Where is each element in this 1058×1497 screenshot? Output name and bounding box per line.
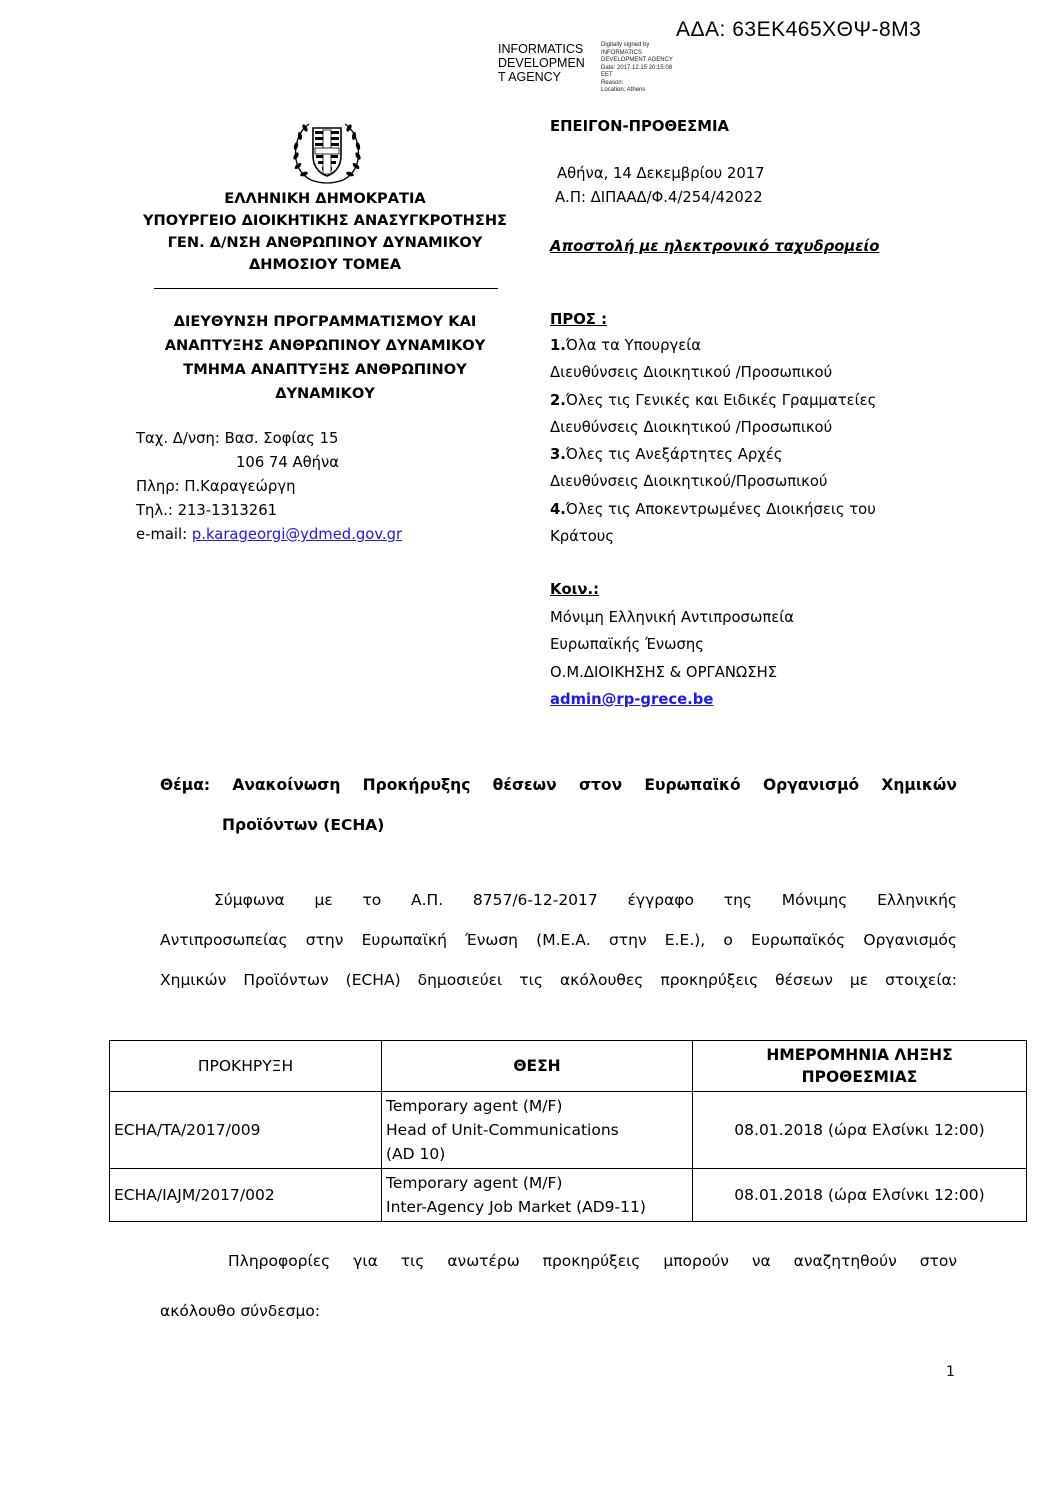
header-divider	[154, 288, 498, 289]
direction-header	[150, 310, 500, 406]
info-line: ακόλουθο σύνδεσμο:	[160, 1302, 321, 1320]
document-date: Αθήνα, 14 Δεκεμβρίου 2017	[557, 165, 765, 182]
direction-line: ΑΝΑΠΤΥΞΗΣ ΑΝΘΡΩΠΙΝΟΥ ΔΥΝΑΜΙΚΟΥ	[164, 337, 486, 354]
contact-address: Ταχ. Δ/νση: Βασ. Σοφίας 15	[136, 430, 339, 447]
ministry-line: ΥΠΟΥΡΓΕΙΟ ΔΙΟΙΚΗΤΙΚΗΣ ΑΝΑΣΥΓΚΡΟΤΗΣΗΣ	[142, 212, 508, 229]
recipient-item: 1.Όλα τα Υπουργεία	[550, 337, 701, 354]
cc-line: Μόνιμη Ελληνική Αντιπροσωπεία	[550, 609, 794, 626]
body-line: Αντιπροσωπείας στην Ευρωπαϊκή Ένωση (Μ.Ε.Α. στην Ε.Ε.), ο Ευρωπαϊκός Οργανισμός	[160, 931, 957, 949]
contact-block	[136, 427, 402, 547]
contact-person: Πληρ: Π.Καραγεώργη	[136, 478, 296, 495]
subject-word: Θέμα:	[160, 776, 211, 794]
direction-line: ΔΥΝΑΜΙΚΟΥ	[275, 385, 375, 402]
table-cell-position: Temporary agent (M/F) Head of Unit-Communications (AD 10)	[382, 1092, 693, 1169]
info-paragraph	[160, 1236, 957, 1336]
recipients-label: ΠΡΟΣ :	[550, 311, 607, 328]
delivery-method: Αποστολή με ηλεκτρονικό ταχυδρομείο	[550, 238, 880, 255]
body-paragraph	[160, 880, 957, 1000]
recipient-item: 4.Όλες τις Αποκεντρωμένες Διοικήσεις του	[550, 500, 876, 518]
contact-email-link[interactable]: p.karageorgi@ydmed.gov.gr	[191, 526, 403, 543]
greek-emblem-icon	[287, 118, 367, 186]
signature-details	[601, 42, 711, 95]
subject-word: Ανακοίνωση	[232, 776, 341, 794]
recipient-item: 2.Όλες τις Γενικές και Ειδικές Γραμματείες	[550, 391, 877, 409]
urgent-label: ΕΠΕΙΓΟΝ-ΠΡΟΘΕΣΜΙΑ	[550, 118, 729, 135]
direction-line: ΤΜΗΜΑ ΑΝΑΠΤΥΞΗΣ ΑΝΘΡΩΠΙΝΟΥ	[183, 361, 467, 378]
contact-postcode: 106 74 Αθήνα	[236, 454, 340, 471]
signature-detail-line: Reason:	[601, 79, 624, 86]
signature-detail-line: INFORMATICS	[601, 49, 642, 56]
subject	[160, 765, 957, 845]
table-header: ΠΡΟΚΗΡΥΞΗ	[110, 1041, 382, 1092]
table-cell-code: ECHA/IAJM/2017/002	[110, 1169, 382, 1222]
signature-signer-line: T AGENCY	[498, 70, 561, 84]
cc-email-row	[550, 686, 794, 713]
cc-line: Ευρωπαϊκής Ένωσης	[550, 636, 704, 654]
subject-word: θέσεων	[492, 776, 557, 794]
cc-email-link[interactable]: admin@rp-grece.be	[550, 690, 714, 708]
ministry-line: ΓΕΝ. Δ/ΝΣΗ ΑΝΘΡΩΠΙΝΟΥ ΔΥΝΑΜΙΚΟΥ	[167, 234, 483, 251]
subject-word: στον	[578, 776, 623, 794]
ministry-header	[130, 188, 520, 276]
table-cell-code: ECHA/TA/2017/009	[110, 1092, 382, 1169]
body-line: Σύμφωνα με το Α.Π. 8757/6-12-2017 έγγραφο της Μόνιμης Ελληνικής	[214, 891, 957, 909]
body-line: Χημικών Προϊόντων (ECHA) δημοσιεύει τις ακόλουθες προκηρύξεις θέσεων με στοιχεία:	[160, 971, 957, 989]
subject-word: Ευρωπαϊκό	[644, 776, 741, 794]
direction-line: ΔΙΕΥΘΥΝΣΗ ΠΡΟΓΡΑΜΜΑΤΙΣΜΟΥ ΚΑΙ	[173, 313, 477, 330]
table-row	[110, 1092, 1027, 1169]
info-line: Πληροφορίες για τις ανωτέρω προκηρύξεις μπορούν να αναζητηθούν στον	[228, 1252, 957, 1270]
signature-detail-line: DEVELOPMENT AGENCY	[601, 57, 673, 63]
ministry-line: ΕΛΛΗΝΙΚΗ ΔΗΜΟΚΡΑΤΙΑ	[224, 190, 426, 207]
subject-word: Προκήρυξης	[362, 776, 471, 794]
contact-email-row	[136, 523, 402, 547]
table-row	[110, 1169, 1027, 1222]
recipient-item-detail: Διευθύνσεις Διοικητικού /Προσωπικού	[550, 418, 833, 436]
cc-list	[550, 604, 794, 713]
table-header: ΘΕΣΗ	[382, 1041, 693, 1092]
table-cell-deadline: 08.01.2018 (ώρα Ελσίνκι 12:00)	[693, 1092, 1027, 1169]
signature-signer-line: DEVELOPMEN	[498, 56, 585, 70]
positions-table	[109, 1040, 1027, 1222]
subject-word: Χημικών	[881, 776, 957, 794]
cc-label: Κοιν.:	[550, 581, 600, 598]
signature-detail-line: EET	[601, 72, 613, 78]
recipient-item-detail: Κράτους	[550, 528, 615, 546]
recipients-list	[550, 332, 876, 550]
recipient-item-detail: Διευθύνσεις Διοικητικού/Προσωπικού	[550, 473, 828, 491]
subject-line-2: Προϊόντων (ECHA)	[222, 816, 385, 834]
protocol-number: Α.Π: ΔΙΠΑΑΔ/Φ.4/254/42022	[555, 189, 763, 206]
recipient-item: 3.Όλες τις Ανεξάρτητες Αρχές	[550, 446, 783, 464]
table-cell-position: Temporary agent (M/F) Inter-Agency Job Market (AD9-11)	[382, 1169, 693, 1222]
contact-phone: Τηλ.: 213-1313261	[136, 502, 278, 519]
contact-email-label: e-mail:	[136, 526, 192, 543]
signature-detail-line: Location: Athens	[601, 87, 646, 93]
signature-signer	[498, 42, 598, 84]
cc-line: Ο.Μ.ΔΙΟΙΚΗΣΗΣ & ΟΡΓΑΝΩΣΗΣ	[550, 663, 778, 681]
table-cell-deadline: 08.01.2018 (ώρα Ελσίνκι 12:00)	[693, 1169, 1027, 1222]
page-number: 1	[946, 1364, 955, 1380]
signature-signer-line: INFORMATICS	[498, 42, 584, 56]
signature-detail-line: Date: 2017.12.15 20:15:08	[601, 64, 673, 71]
ministry-line: ΔΗΜΟΣΙΟΥ ΤΟΜΕΑ	[248, 256, 402, 273]
recipient-item-detail: Διευθύνσεις Διοικητικού /Προσωπικού	[550, 364, 833, 382]
table-header: ΗΜΕΡΟΜΗΝΙΑ ΛΗΞΗΣ ΠΡΟΘΕΣΜΙΑΣ	[693, 1041, 1027, 1092]
subject-line-1	[160, 765, 957, 805]
subject-word: Οργανισμό	[762, 776, 860, 794]
ada-code: ΑΔΑ: 63ΕΚ465ΧΘΨ-8Μ3	[676, 18, 922, 41]
signature-detail-line: Digitally signed by	[601, 42, 650, 48]
table-header-row	[110, 1041, 1027, 1092]
